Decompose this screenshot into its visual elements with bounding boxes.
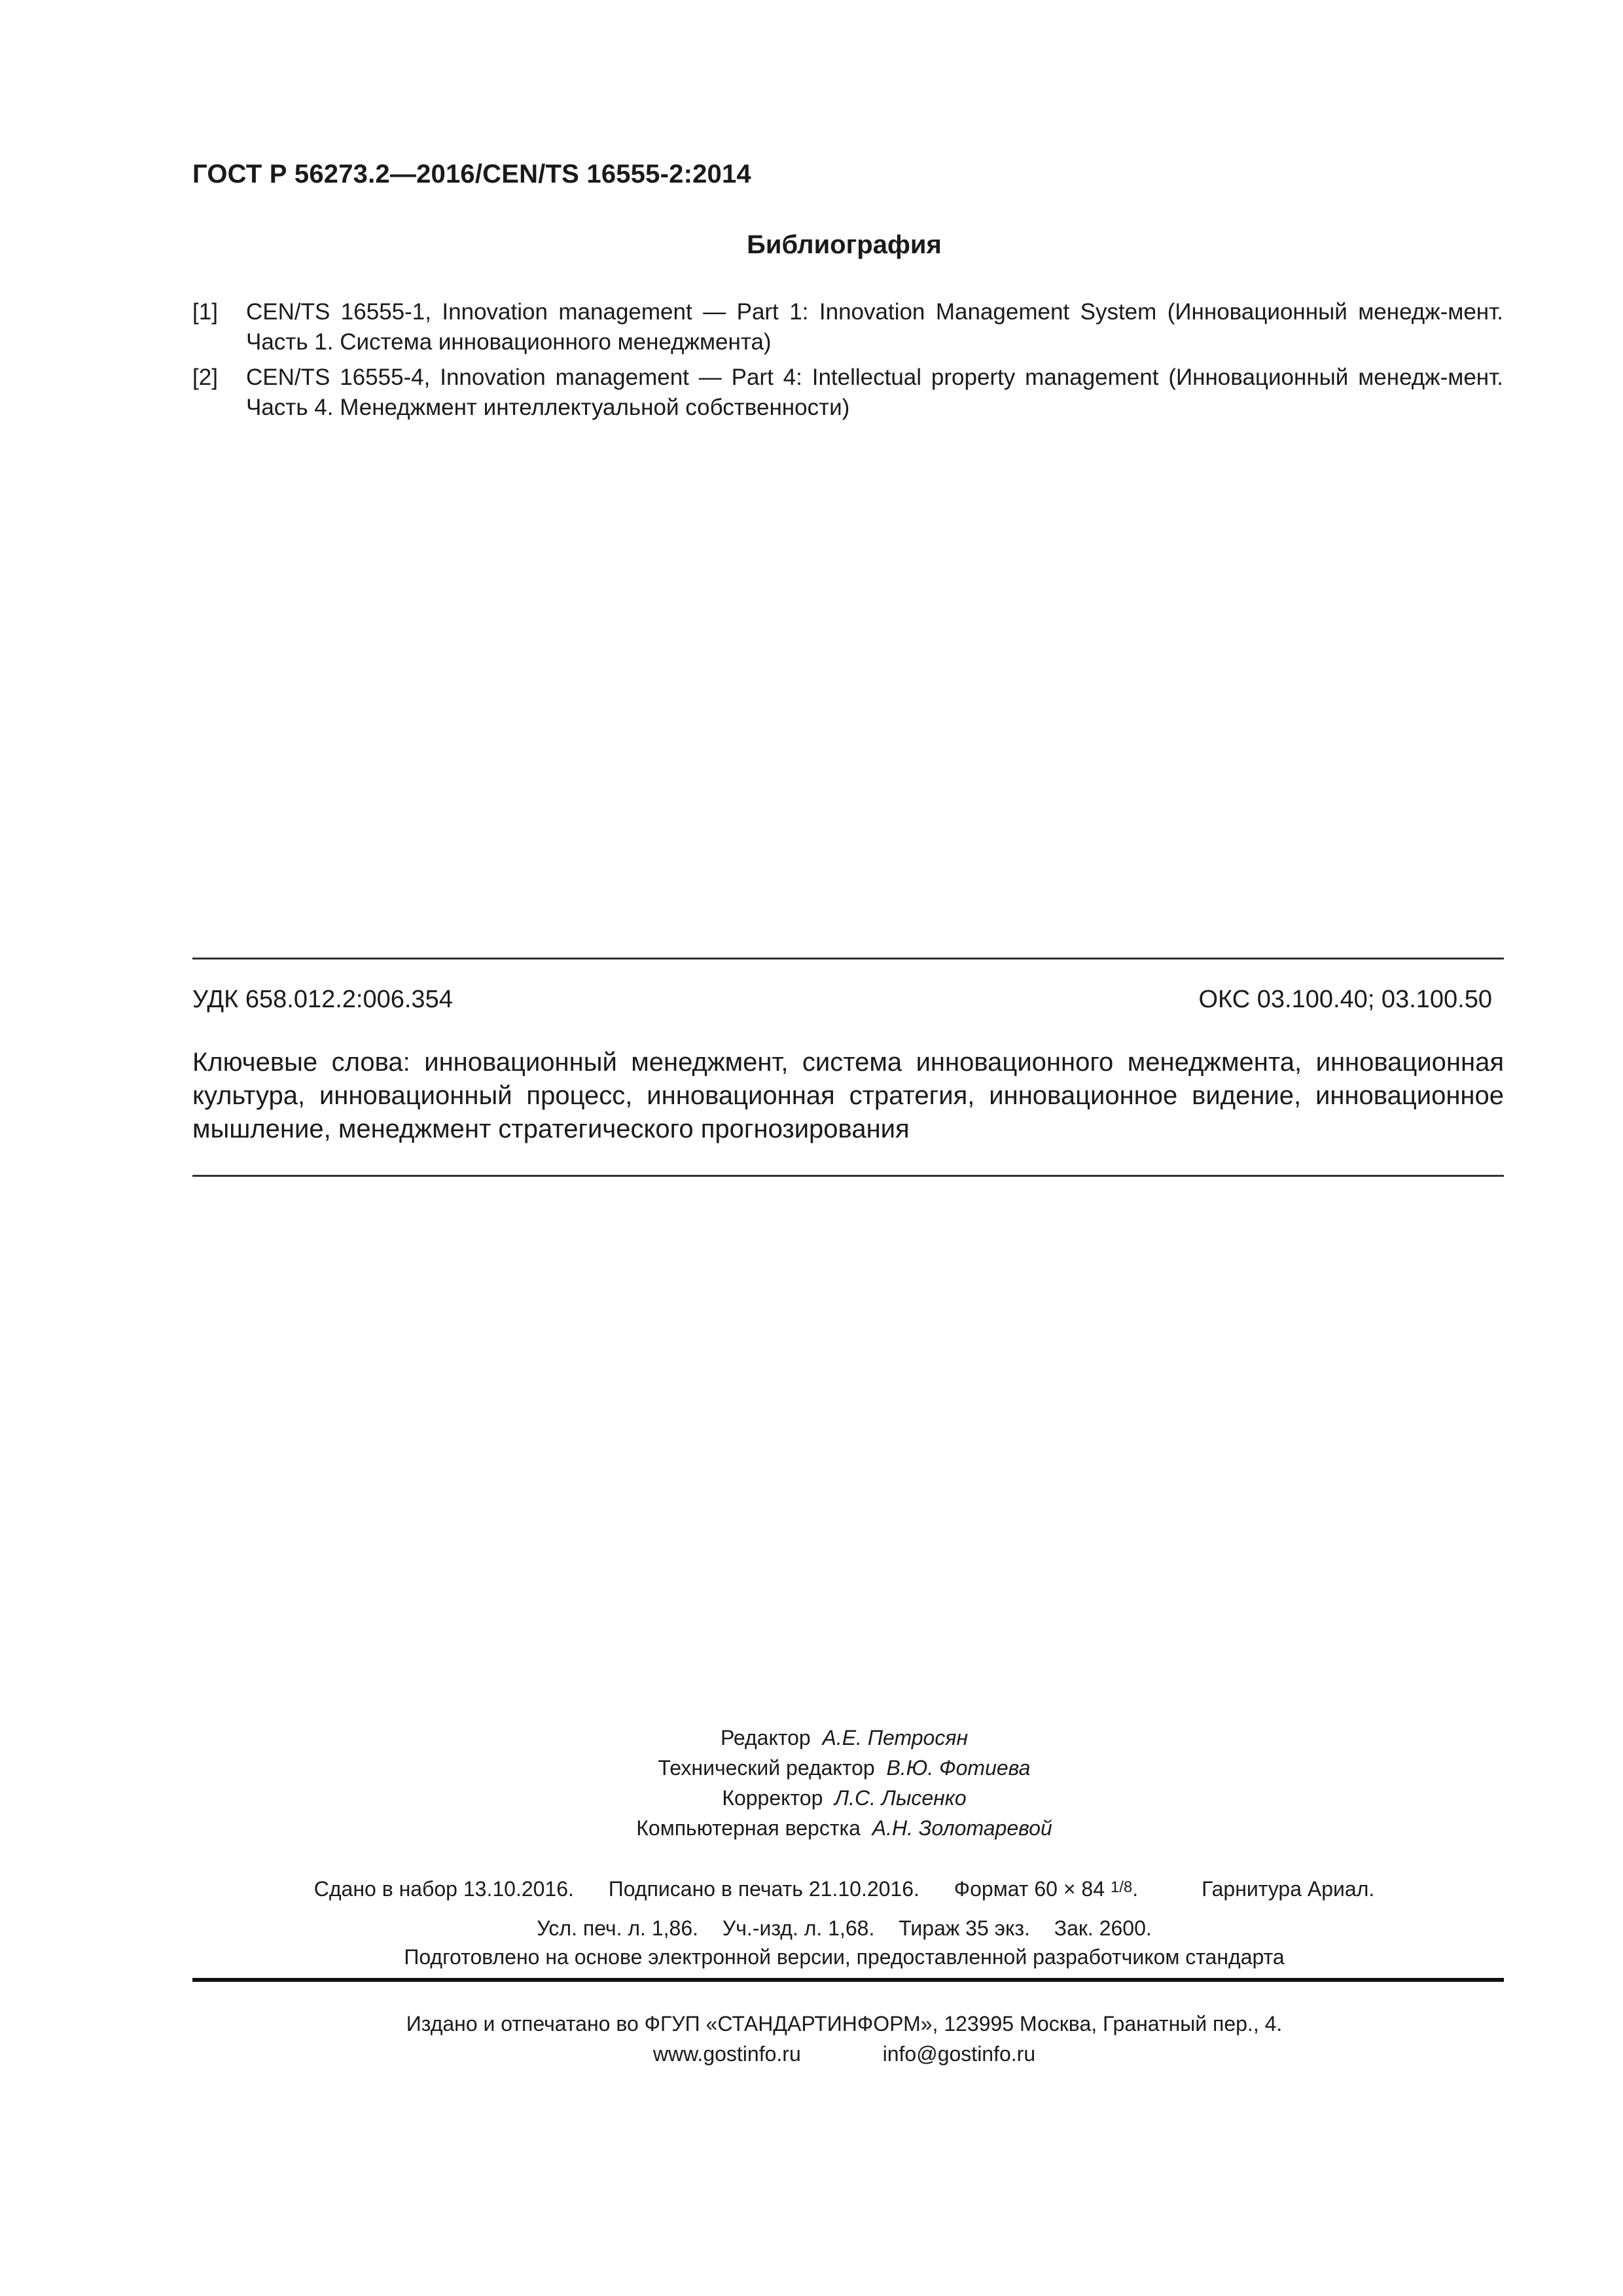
oks-code: ОКС 03.100.40; 03.100.50 xyxy=(1198,986,1492,1013)
imprint-publ-sheets: Уч.-изд. л. 1,68. xyxy=(722,1916,875,1940)
credit-layout xyxy=(0,1813,1623,1843)
imprint-line-1: Сдано в набор 13.10.2016. Подписано в печать 21.10.2016. Формат 60 × 84 1/8. Гарнитура Ариал. xyxy=(313,1877,1375,1901)
bibliography-item xyxy=(192,297,1503,357)
publisher-email-link[interactable]: info@gostinfo.ru xyxy=(882,2042,1036,2066)
publisher-website-link[interactable]: www.gostinfo.ru xyxy=(652,2042,801,2066)
imprint-order: Зак. 2600. xyxy=(1054,1916,1152,1940)
imprint-format: Формат 60 × 84 xyxy=(954,1877,1105,1901)
udk-code: УДК 658.012.2:006.354 xyxy=(192,986,453,1013)
credit-proofreader xyxy=(0,1783,1623,1813)
bibliography-item xyxy=(192,363,1503,423)
imprint-typeface: Гарнитура Ариал. xyxy=(1202,1877,1375,1901)
bibliography-title: Библиография xyxy=(747,230,942,259)
imprint-line-2 xyxy=(0,1916,1623,1941)
publisher-line: Издано и отпечатано во ФГУП «СТАНДАРТИНФОРМ», 123995 Москва, Гранатный пер., 4. xyxy=(406,2012,1283,2036)
divider-top xyxy=(192,958,1504,960)
bibliography-item-number: [1] xyxy=(192,299,218,325)
credit-name: В.Ю. Фотиева xyxy=(886,1756,1031,1780)
imprint-signed: Подписано в печать 21.10.2016. xyxy=(608,1877,919,1901)
imprint-print-sheets: Усл. печ. л. 1,86. xyxy=(537,1916,698,1940)
credit-role: Редактор xyxy=(720,1726,811,1749)
publisher-contacts xyxy=(0,2042,1623,2066)
divider-thick xyxy=(192,1978,1504,1982)
document-code: ГОСТ Р 56273.2—2016/CEN/TS 16555-2:2014 xyxy=(192,160,751,188)
bibliography-item-text: CEN/TS 16555-1, Innovation management — Part 1: Innovation Management System (Инновационный менедж-мент. Часть 1. Система инновационного менеджмента) xyxy=(246,299,1503,355)
divider-bottom xyxy=(192,1175,1504,1177)
credit-name: А.Н. Золотаревой xyxy=(872,1816,1052,1840)
bibliography-item-number: [2] xyxy=(192,365,218,390)
credit-tech-editor xyxy=(0,1753,1623,1783)
imprint-format-fraction: 1/8 xyxy=(1110,1878,1133,1896)
credit-role: Компьютерная верстка xyxy=(636,1816,861,1840)
keywords-paragraph: Ключевые слова: инновационный менеджмент, система инновационного менеджмента, инновационная культура, инновационный процесс, инновационная стратегия, инновационное видение, инновационное мышление, менеджмент стратегического прогнозирования xyxy=(192,1048,1504,1143)
imprint-submitted: Сдано в набор 13.10.2016. xyxy=(313,1877,574,1901)
bibliography-item-text: CEN/TS 16555-4, Innovation management — Part 4: Intellectual property management (Инновационный менедж-мент. Часть 4. Менеджмент интеллектуальной собственности) xyxy=(246,365,1503,420)
credit-role: Корректор xyxy=(722,1786,823,1810)
credit-name: Л.С. Лысенко xyxy=(834,1786,967,1810)
imprint-circulation: Тираж 35 экз. xyxy=(899,1916,1030,1940)
imprint-prepared: Подготовлено на основе электронной версии, предоставленной разработчиком стандарта xyxy=(404,1945,1285,1969)
credit-name: А.Е. Петросян xyxy=(822,1726,969,1749)
credit-role: Технический редактор xyxy=(658,1756,875,1780)
credit-editor xyxy=(0,1723,1623,1753)
